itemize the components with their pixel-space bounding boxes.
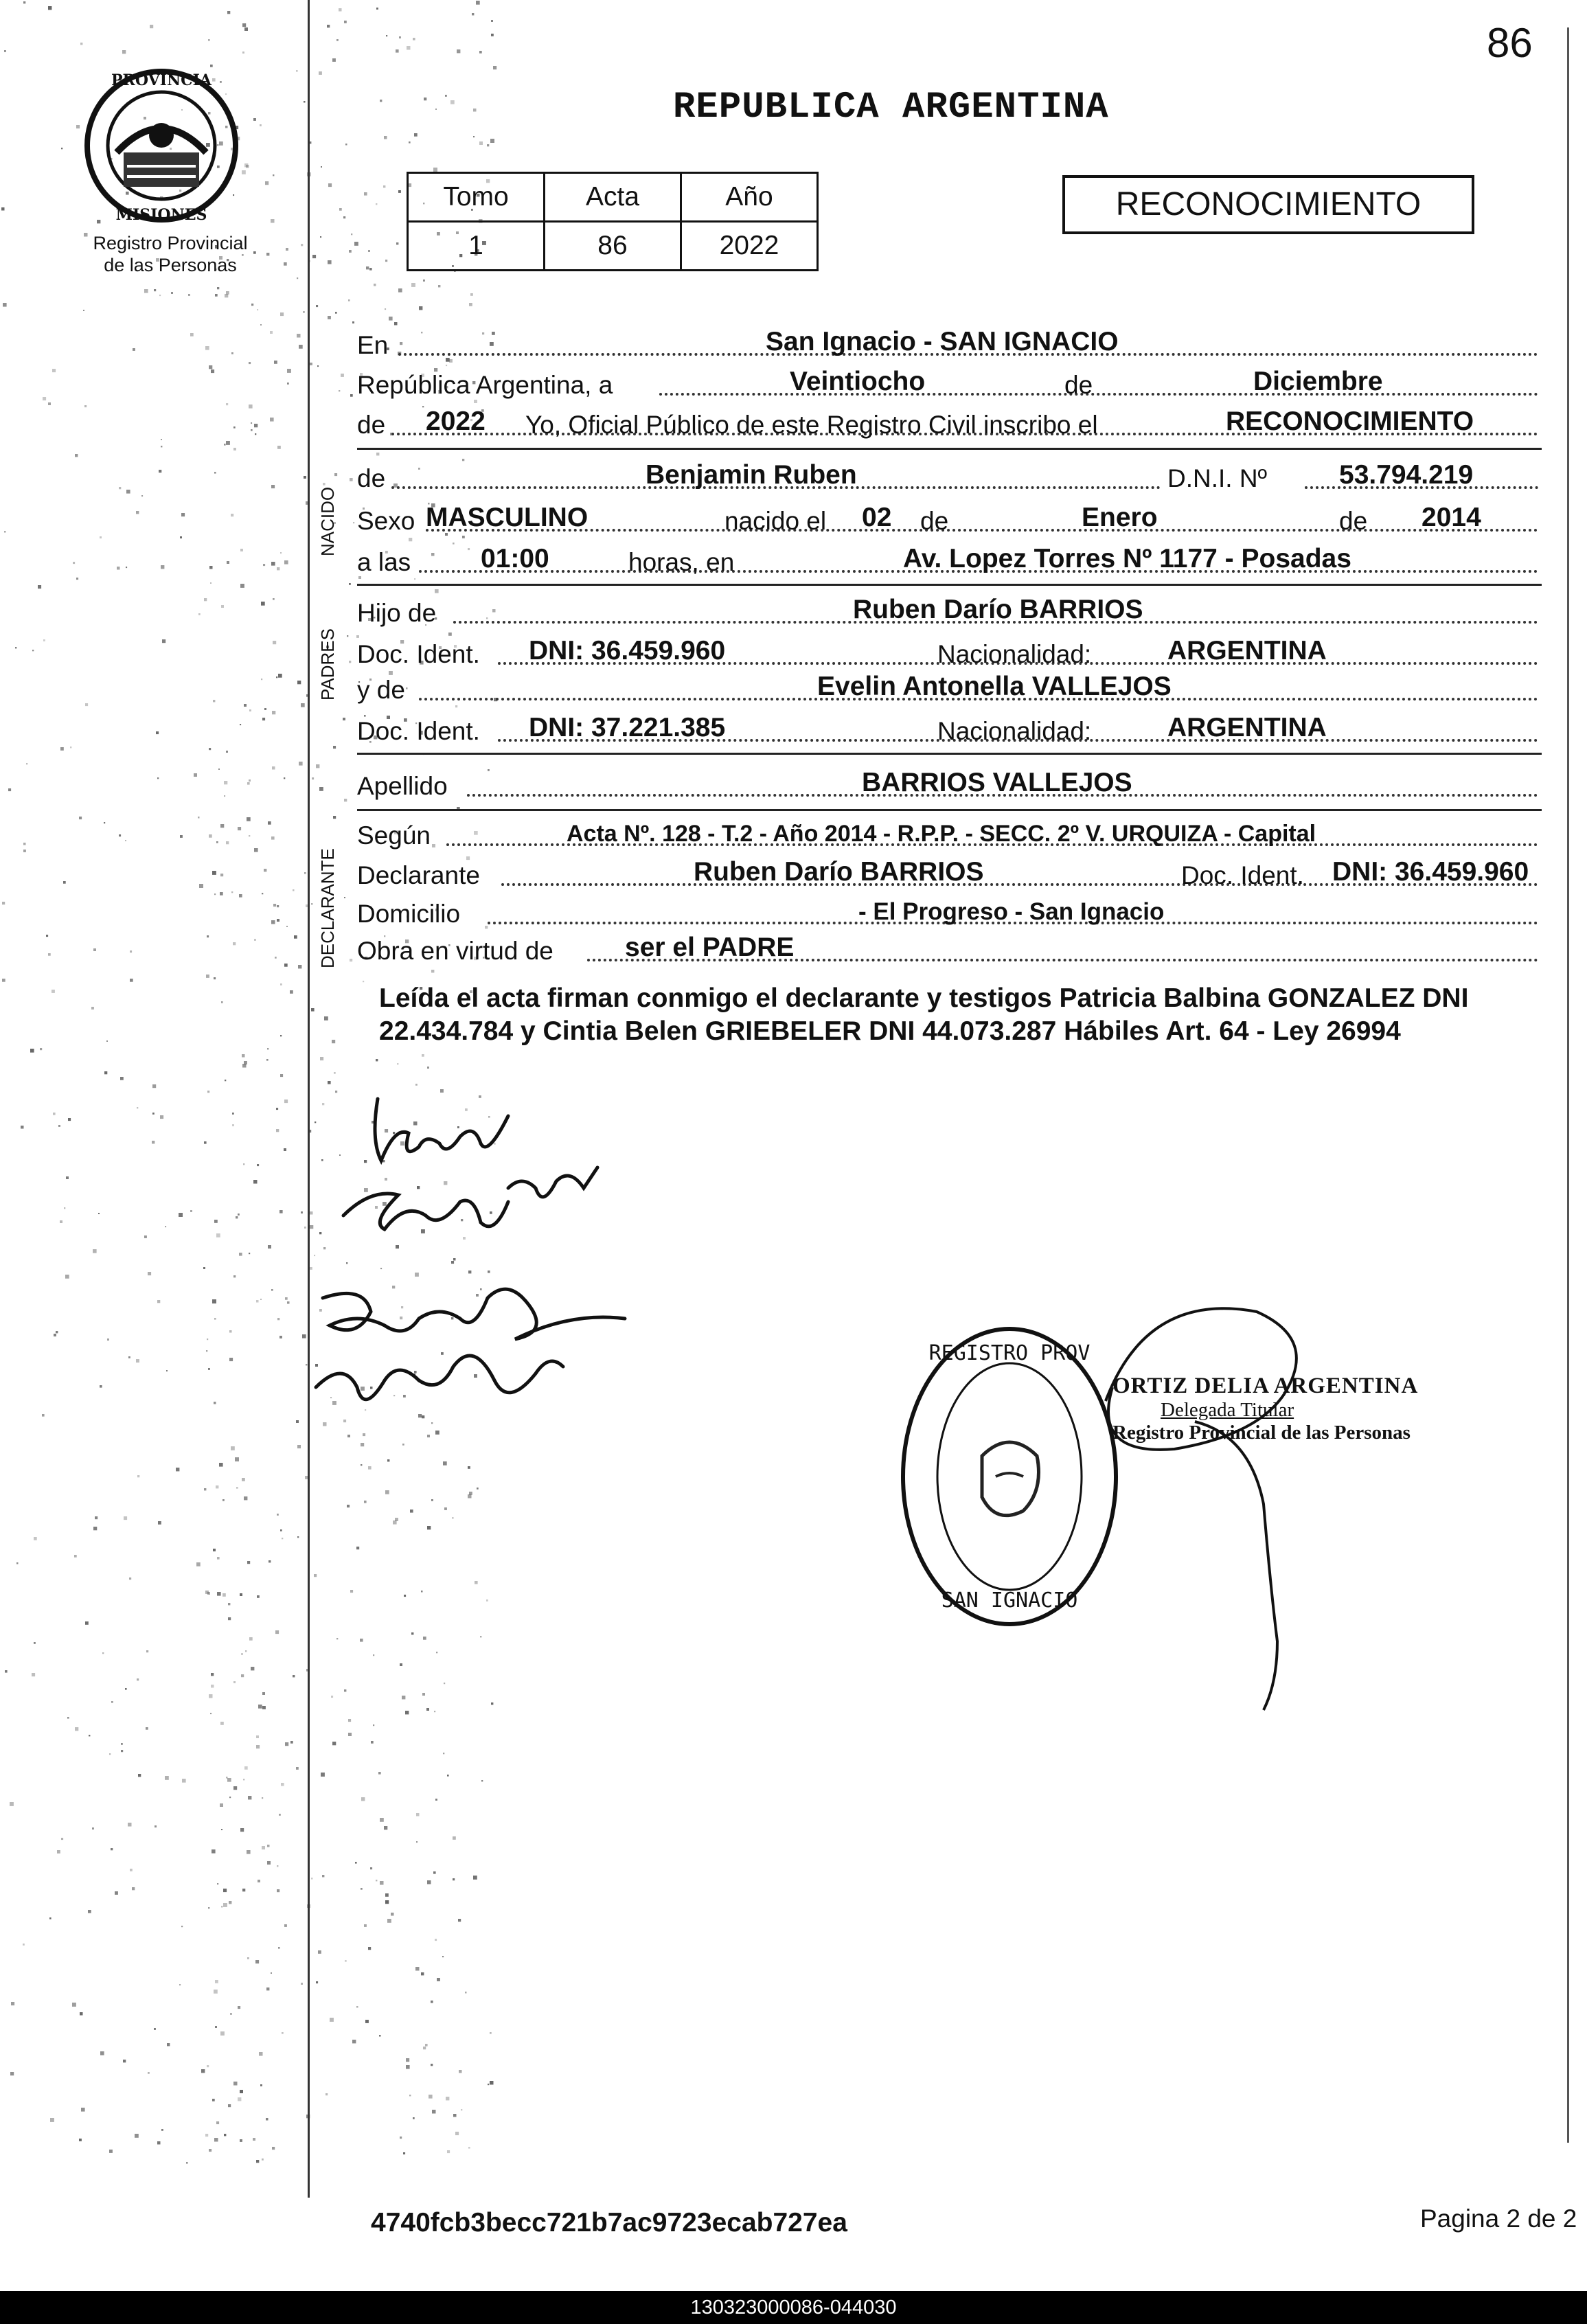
value-acta: 86 [545,222,681,271]
table-header-row [408,173,818,222]
label-nacionalidad: Nacionalidad: [937,640,1092,668]
value-birth-time: 01:00 [481,544,549,573]
svg-text:SAN IGNACIO: SAN IGNACIO [941,1588,1078,1613]
value-declarant-doc: DNI: 36.459.960 [1332,857,1529,887]
label-republica: República Argentina, a [357,371,613,399]
section-label-declarante: DECLARANTE [317,848,338,968]
value-mother-name: Evelin Antonella VALLEJOS [817,672,1172,701]
row-place [357,321,1538,360]
label-en: En [357,331,389,359]
label-doc-ident: Doc. Ident. [357,640,480,668]
value-birth-place: Av. Lopez Torres Nº 1177 - Posadas [903,544,1351,573]
delegate-title: Delegada Titular [1161,1399,1294,1421]
label-declarante: Declarante [357,861,480,889]
value-surname: BARRIOS VALLEJOS [862,768,1132,797]
record-index-table [407,172,819,271]
row-father [357,589,1538,628]
label-domicilio: Domicilio [357,900,461,928]
label-officer-text: Yo, Oficial Público de este Registro Civil inscribo el [525,411,1098,439]
value-segun: Acta Nº. 128 - T.2 - Año 2014 - R.P.P. - SECC. 2º V. URQUIZA - Capital [567,821,1316,847]
header-ano: Año [681,173,818,222]
value-declarant-name: Ruben Darío BARRIOS [694,857,984,887]
registry-line1: Registro Provincial [93,233,248,253]
value-ano: 2022 [681,222,818,271]
row-date [357,361,1538,400]
section-label-padres: PADRES [317,628,338,700]
signature-witness-3 [316,1356,563,1400]
page-number: 86 [1487,20,1533,66]
value-mother-doc: DNI: 37.221.385 [529,713,726,742]
label-segun: Según [357,821,431,850]
record-type-box: RECONOCIMIENTO [1062,175,1474,234]
value-father-doc: DNI: 36.459.960 [529,636,726,665]
value-child-dni: 53.794.219 [1339,460,1474,490]
label-hijo-de: Hijo de [357,599,437,627]
delegate-name: ORTIZ DELIA ARGENTINA [1112,1374,1419,1398]
row-surname [357,762,1538,801]
section-divider [357,584,1542,586]
signature-delegate [1085,1291,1470,1738]
pagination: Pagina 2 de 2 [1420,2205,1577,2233]
signature-witness-2 [323,1289,625,1339]
value-birth-month: Enero [1082,503,1158,532]
svg-text:MISIONES: MISIONES [115,206,207,224]
label-doc-ident: Doc. Ident. [1181,861,1304,889]
value-birth-year: 2014 [1422,503,1481,532]
section-label-nacido: NACIDO [317,486,338,556]
value-child-name: Benjamin Ruben [646,460,857,490]
registry-name [74,232,266,276]
header-tomo: Tomo [408,173,545,222]
row-mother-doc [357,707,1538,746]
label-sexo: Sexo [357,507,415,535]
label-horas-en: horas, en [628,548,735,576]
value-inscribe-type: RECONOCIMIENTO [1226,407,1474,436]
label-nacido-el: nacido el [724,507,827,535]
label-apellido: Apellido [357,772,448,800]
value-sex: MASCULINO [426,503,589,532]
row-segun [357,812,1538,850]
value-day: Veintiocho [790,367,926,396]
label-nacionalidad: Nacionalidad: [937,717,1092,745]
value-domicile: - El Progreso - San Ignacio [858,898,1165,925]
label-obra-en-virtud: Obra en virtud de [357,937,553,965]
row-father-doc [357,630,1538,669]
label-de-year: de [357,411,386,439]
dotted-line [426,529,1538,532]
row-officer [357,401,1538,440]
row-domicile [357,890,1538,929]
registry-line2: de las Personas [104,255,237,275]
label-de-1: de [920,507,949,535]
row-mother [357,666,1538,705]
section-divider [357,448,1542,450]
province-seal-logo [82,63,240,235]
value-father-name: Ruben Darío BARRIOS [853,595,1143,624]
row-virtue [357,927,1538,966]
value-tomo: 1 [408,222,545,271]
section-divider [357,753,1542,755]
svg-text:REGISTRO PROV: REGISTRO PROV [928,1341,1091,1365]
header-acta: Acta [545,173,681,222]
svg-text:PROVINCIA: PROVINCIA [111,71,212,89]
delegate-org: Registro Provincial de las Personas [1112,1422,1411,1444]
document-hash: 4740fcb3becc721b7ac9723ecab727ea [371,2208,847,2237]
label-a-las: a las [357,548,411,576]
value-month: Diciembre [1253,367,1383,396]
value-father-nationality: ARGENTINA [1167,636,1327,665]
value-mother-nationality: ARGENTINA [1167,713,1327,742]
row-child-name [357,455,1538,493]
label-de-2: de [1339,507,1368,535]
row-sex-birth [357,497,1538,536]
label-de-child: de [357,464,386,492]
label-de: de [1064,371,1093,399]
label-y-de: y de [357,676,405,704]
closing-statement: Leída el acta firman conmigo el declarante y testigos Patricia Balbina GONZALEZ DNI 22.434.784 y Cintia Belen GRIEBELER DNI 44.073.287 Hábiles Art. 64 - Ley 26994 [379,983,1469,1046]
value-virtue: ser el PADRE [625,933,795,962]
row-time-place [357,538,1538,577]
label-doc-ident: Doc. Ident. [357,717,480,745]
row-declarant [357,852,1538,890]
value-birth-day: 02 [862,503,892,532]
right-margin-rule [1567,27,1569,2143]
witness-signatures [302,1071,797,1463]
barcode-strip: 130323000086-044030 [0,2291,1587,2324]
signature-declarant [375,1099,508,1161]
signature-witness-1 [343,1167,597,1229]
value-place: San Ignacio - SAN IGNACIO [766,327,1119,356]
label-dni: D.N.I. Nº [1167,464,1268,492]
document-title: REPUBLICA ARGENTINA [673,87,1109,128]
table-value-row [408,222,818,271]
section-divider [357,809,1542,811]
delegate-block [1112,1374,1418,1444]
value-year: 2022 [426,407,486,436]
